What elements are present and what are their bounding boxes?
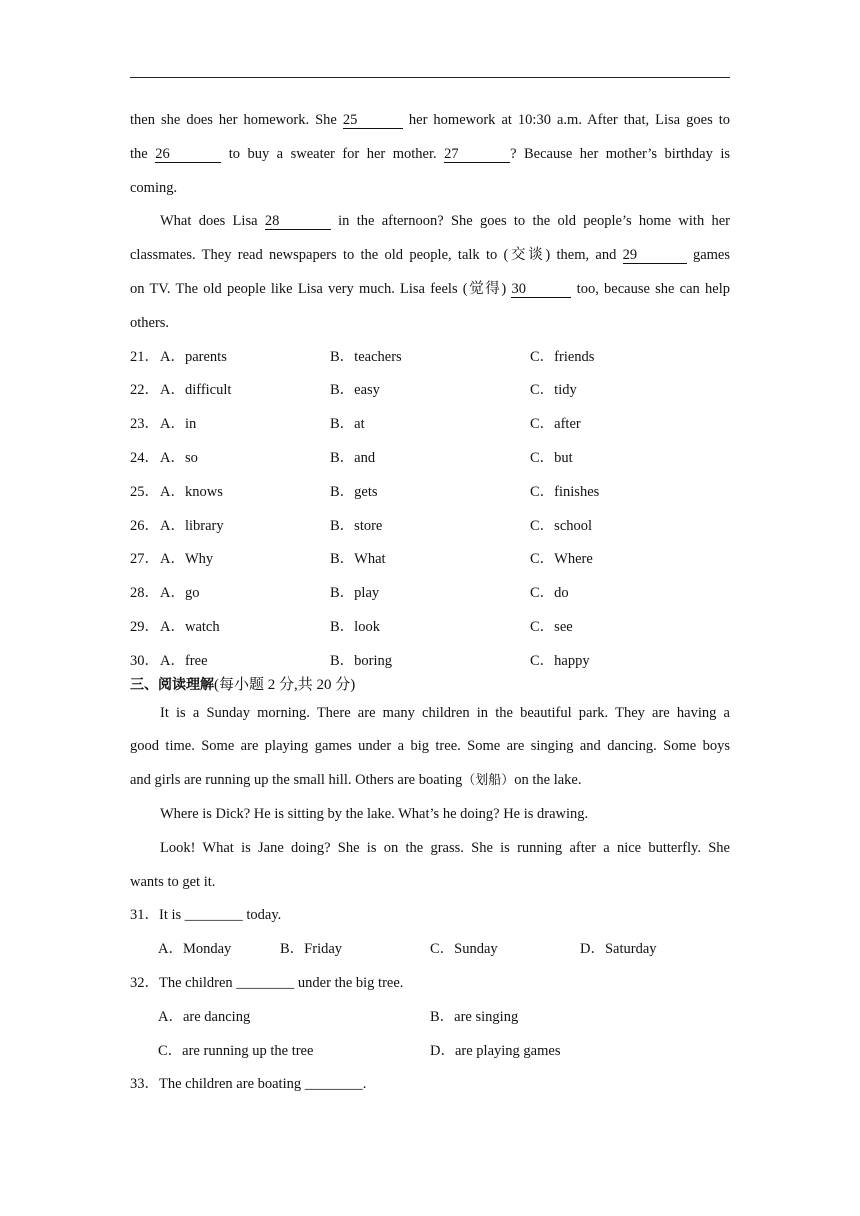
cloze-row <box>130 510 730 544</box>
option-c: C．Sunday <box>430 941 498 958</box>
option-b: B．Friday <box>280 941 343 958</box>
option-b: B．play <box>330 585 380 602</box>
option-b: B．gets <box>330 483 378 500</box>
option-a: A．parents <box>160 348 227 365</box>
question-number: 22． <box>130 382 159 399</box>
cloze-row <box>130 543 730 577</box>
text: on TV. The old people like Lisa very much. Lisa feels (觉得) <box>130 280 507 297</box>
option-b: B．What <box>330 551 386 568</box>
question-32-options-1 <box>130 1001 730 1035</box>
question-number: 25． <box>130 483 159 500</box>
cloze-row <box>130 476 730 510</box>
page-content <box>130 104 730 1102</box>
blank-25: 25 <box>343 112 403 129</box>
question-number: 26． <box>130 517 159 534</box>
option-a: A．Why <box>160 551 214 568</box>
text: in the afternoon? She goes to the old people’s home with her <box>338 213 730 230</box>
option-a: A．knows <box>160 483 223 500</box>
option-d: D．are playing games <box>430 1042 561 1059</box>
question-number: 28． <box>130 585 159 602</box>
passage2-line-1: It is a Sunday morning. There are many children in the beautiful park. They are having a <box>160 704 730 721</box>
question-number: 29． <box>130 618 159 635</box>
blank-30: 30 <box>511 281 571 298</box>
question-number: 23． <box>130 416 159 433</box>
cloze-row <box>130 442 730 476</box>
passage1-line-4 <box>130 205 730 239</box>
section-title: 三、阅读理解 <box>130 676 214 693</box>
blank-28: 28 <box>265 213 331 230</box>
question-number: 27． <box>130 551 159 568</box>
question-number: 21． <box>130 348 159 365</box>
passage1-line-1 <box>130 104 730 138</box>
passage2-line-6: wants to get it. <box>130 873 216 890</box>
blank-27: 27 <box>444 146 510 163</box>
option-a: A．go <box>160 585 200 602</box>
option-c: C．finishes <box>530 483 600 500</box>
text: games <box>692 247 730 264</box>
cloze-options <box>130 341 730 679</box>
passage2-line-2: good time. Some are playing games under a big tree. Some are singing and dancing. Some boys <box>130 738 730 755</box>
text: then she does her homework. She <box>130 112 337 128</box>
text: ? Because her mother’s birthday is <box>510 145 730 162</box>
question-31-stem: 31．It is ________ today. <box>130 907 282 924</box>
option-c: C．tidy <box>530 382 577 399</box>
passage2-line-3 <box>130 764 730 798</box>
option-a: A．library <box>160 517 224 534</box>
option-c: C．friends <box>530 348 595 365</box>
text: and girls are running up the small hill. Others are boating <box>130 772 463 789</box>
passage1-line-7: others. <box>130 314 170 331</box>
cloze-row <box>130 611 730 645</box>
option-a: A．Monday <box>158 941 232 958</box>
cloze-row <box>130 645 730 679</box>
passage1-line-3: coming. <box>130 179 178 196</box>
option-c: C．are running up the tree <box>158 1042 314 1059</box>
text: too, because she can help <box>576 280 730 297</box>
passage2-line-5: Look! What is Jane doing? She is on the grass. She is running after a nice butterfly. She <box>160 839 730 856</box>
option-b: B．at <box>330 416 365 433</box>
option-c: C．do <box>530 585 569 602</box>
text: What does Lisa <box>160 213 258 230</box>
question-31-options <box>130 933 730 967</box>
option-a: A．so <box>160 449 198 466</box>
section-points: (每小题 2 分,共 20 分) <box>214 676 356 693</box>
option-b: B．boring <box>330 652 393 669</box>
passage1-line-5 <box>130 239 730 273</box>
passage1-line-2 <box>130 138 730 172</box>
option-c: C．happy <box>530 652 590 669</box>
option-b: B．store <box>330 517 383 534</box>
option-c: C．see <box>530 618 573 635</box>
option-b: B．look <box>330 618 380 635</box>
question-number: 30． <box>130 652 159 669</box>
question-32-stem: 32．The children ________ under the big tree. <box>130 974 404 991</box>
text: her homework at 10:30 a.m. After that, Lisa goes to <box>408 112 730 128</box>
text: （划船） <box>462 773 515 789</box>
option-a: A．difficult <box>160 382 232 399</box>
question-32-options-2 <box>130 1035 730 1069</box>
question-number: 24． <box>130 449 159 466</box>
text: to buy a sweater for her mother. <box>228 145 437 162</box>
option-a: A．in <box>160 416 197 433</box>
option-c: C．after <box>530 416 581 433</box>
option-b: B．and <box>330 449 376 466</box>
blank-26: 26 <box>155 146 221 163</box>
question-33-stem: 33．The children are boating ________. <box>130 1076 367 1093</box>
option-c: C．Where <box>530 551 593 568</box>
text: classmates. They read newspapers to the old people, talk to (交谈) them, and <box>130 247 617 264</box>
option-d: D．Saturday <box>580 941 657 958</box>
blank-29: 29 <box>623 247 687 264</box>
option-b: B．easy <box>330 382 380 399</box>
text: on the lake. <box>514 772 582 789</box>
passage1-line-6 <box>130 273 730 307</box>
header-rule <box>130 77 730 78</box>
option-b: B．are singing <box>430 1008 519 1025</box>
passage2-line-4: Where is Dick? He is sitting by the lake. What’s he doing? He is drawing. <box>160 805 589 822</box>
option-a: A．watch <box>160 618 220 635</box>
option-b: B．teachers <box>330 348 402 365</box>
option-c: C．school <box>530 517 593 534</box>
text: the <box>130 145 148 162</box>
cloze-row <box>130 374 730 408</box>
cloze-row <box>130 577 730 611</box>
option-a: A．are dancing <box>158 1008 251 1025</box>
option-c: C．but <box>530 449 573 466</box>
option-a: A．free <box>160 652 208 669</box>
cloze-row <box>130 341 730 375</box>
cloze-row <box>130 408 730 442</box>
